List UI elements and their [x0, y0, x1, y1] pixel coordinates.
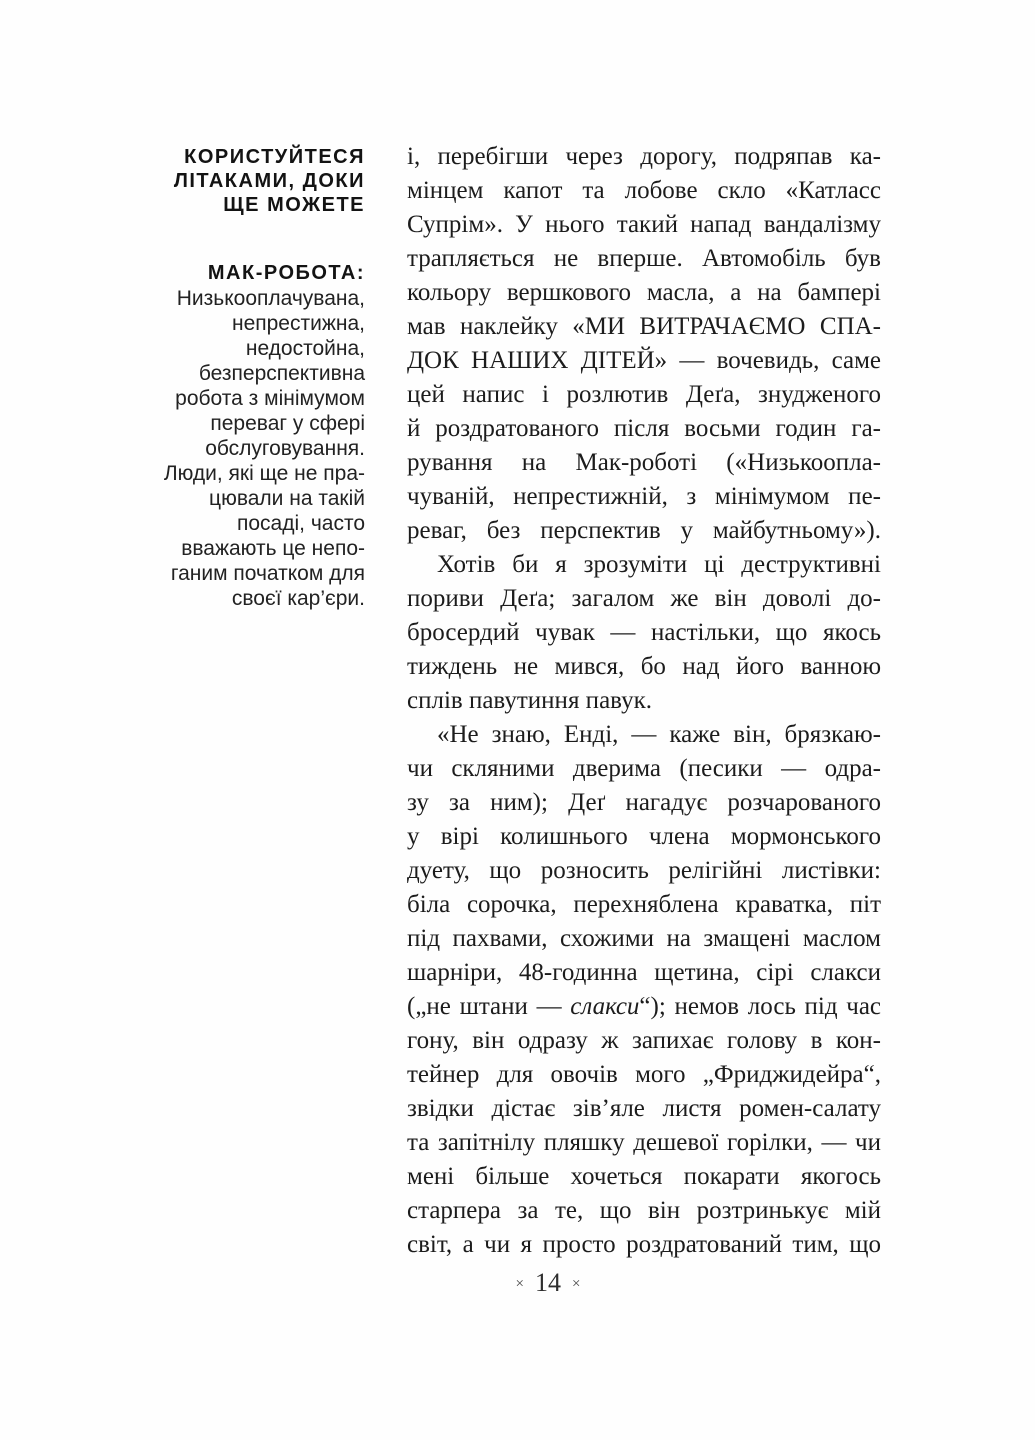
text-line: старпера за те, що він розтринькує мій	[407, 1197, 881, 1224]
text-line: трапляється не вперше. Автомобіль був	[407, 245, 881, 272]
text-line: дуету, що розносить релігійні листівки:	[407, 857, 881, 884]
text-line: ДОК НАШИХ ДІТЕЙ» — вочевидь, саме	[407, 347, 881, 374]
margin-definition-line: робота з мінімумом	[175, 387, 365, 410]
margin-definition-line: вважають це непо-	[181, 537, 365, 560]
margin-heading-line: ЛІТАКАМИ, ДОКИ	[173, 170, 365, 192]
text-line: чуваній, непрестижній, з мінімумом пе-	[407, 483, 881, 510]
margin-definition	[100, 286, 365, 611]
margin-definition-line: недостойна,	[245, 337, 365, 360]
text-line: чи скляними дверима (песики — одра-	[407, 755, 881, 782]
text-line: шарніри, 48-годинна щетина, сірі слакси	[407, 959, 881, 986]
body-text-column	[407, 140, 881, 1262]
text-line: та запітнілу пляшку дешевої горілки, — чи	[407, 1129, 881, 1156]
margin-definition-line: Люди, які ще не пра-	[163, 462, 365, 485]
margin-definition-line: посаді, часто	[237, 512, 365, 535]
text-line	[407, 990, 881, 1024]
text-line: зу за ним); Деґ нагадує розчарованого	[407, 789, 881, 816]
margin-definition-line: обслуговування.	[205, 437, 365, 460]
text-segment: “); немов лось під час	[639, 993, 882, 1020]
margin-heading-line: ЩЕ МОЖЕТЕ	[223, 194, 365, 216]
folio-separator-right: ×	[572, 1275, 581, 1292]
page-footer	[516, 1268, 581, 1298]
text-line: «Не знаю, Енді, — каже він, брязкаю-	[437, 721, 881, 748]
margin-definition-line: непрестижна,	[231, 312, 365, 335]
text-line: цей напис і розлютив Деґа, знудженого	[407, 381, 881, 408]
margin-definition-line: безперспективна	[198, 362, 365, 385]
text-line: бросердий чувак — настільки, що якось	[407, 619, 881, 646]
text-line: тиждень не мився, бо над його ванною	[407, 653, 881, 680]
margin-definition-line: Низькооплачувана,	[176, 287, 365, 310]
text-line: у вірі колишнього члена мормонського	[407, 823, 881, 850]
text-line: мав наклейку «МИ ВИТРАЧАЄМО СПА-	[407, 313, 881, 340]
text-line: тейнер для овочів мого „Фриджидейра“,	[407, 1061, 881, 1088]
text-segment: („не штани —	[407, 993, 571, 1020]
text-line: й роздратованого після восьми годин га-	[407, 415, 881, 442]
margin-heading-line: КОРИСТУЙТЕСЯ	[184, 146, 365, 168]
margin-column	[100, 145, 365, 611]
text-line: світ, а чи я просто роздратований тим, що	[407, 1231, 881, 1258]
text-line: Хотів би я зрозуміти ці деструктивні	[437, 551, 881, 578]
emphasized-text: слакси	[570, 993, 640, 1020]
text-line: сплів павутиння павук.	[407, 687, 653, 714]
margin-definition-line: ганим початком для	[170, 562, 365, 585]
page-number: 14	[535, 1268, 561, 1297]
text-line: під пахвами, схожими на змащені маслом	[407, 925, 881, 952]
text-line: і, перебігши через дорогу, подряпав ка-	[407, 143, 881, 170]
margin-definition-line: своєї кар’єри.	[231, 587, 365, 610]
margin-term: МАК-РОБОТА:	[207, 262, 365, 284]
text-line: рування на Мак-роботі («Низькоопла-	[407, 449, 881, 476]
text-line: гону, він одразу ж запихає голову в кон-	[407, 1027, 881, 1054]
folio-separator-left: ×	[515, 1275, 524, 1292]
margin-definition-line: цювали на такій	[209, 487, 365, 510]
margin-heading	[100, 145, 365, 217]
text-line: біла сорочка, перехняблена краватка, піт	[407, 891, 881, 918]
text-line: мінцем капот та лобове скло «Катласс	[407, 177, 881, 204]
text-line: кольору вершкового масла, а на бампері	[407, 279, 881, 306]
text-line: Супрім». У нього такий напад вандалізму	[407, 211, 881, 238]
text-line: реваг, без перспектив у майбутньому»).	[407, 517, 881, 544]
margin-definition-line: переваг у сфері	[210, 412, 365, 435]
text-line: пориви Деґа; загалом же він доволі до-	[407, 585, 881, 612]
text-line: мені більше хочеться покарати якогось	[407, 1163, 881, 1190]
text-line: звідки дістає зів’яле листя ромен-салату	[407, 1095, 881, 1122]
